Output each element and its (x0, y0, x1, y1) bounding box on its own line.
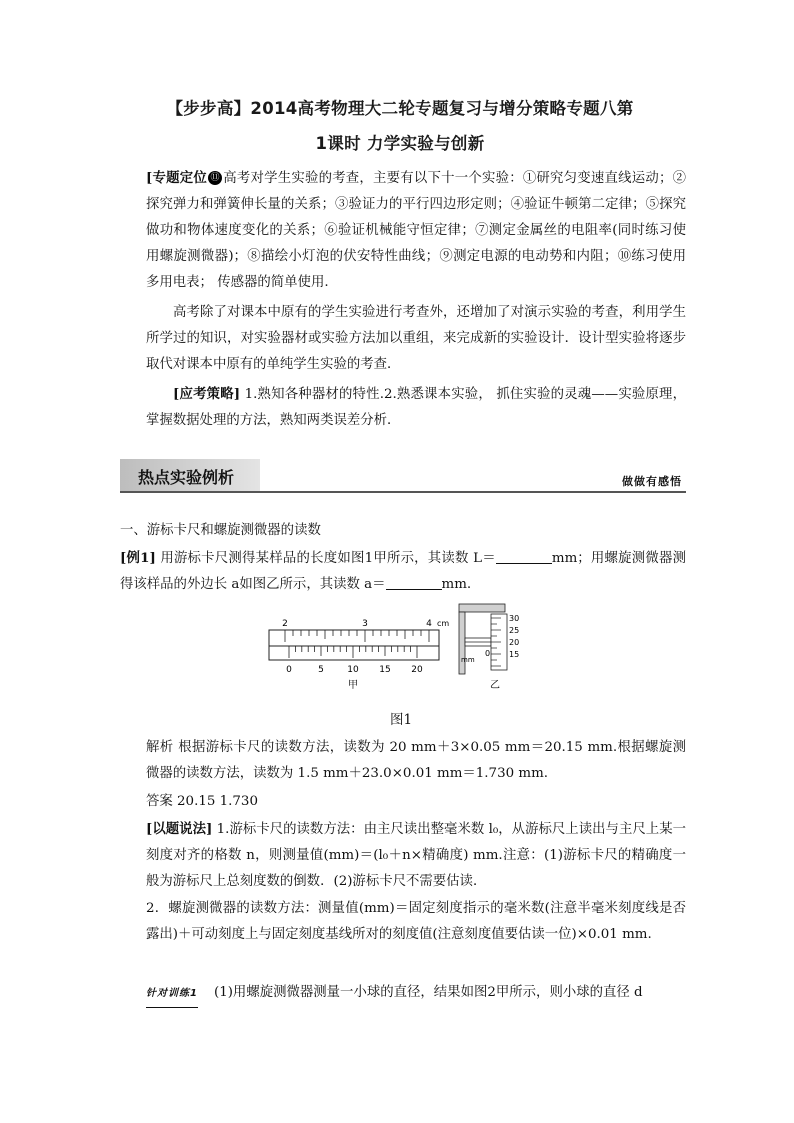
strategy-paragraph (146, 381, 686, 434)
answer-paragraph (146, 789, 686, 815)
positioning-tag: [专题定位 (146, 170, 208, 186)
section-heading: 一、游标卡尺和螺旋测微器的读数 (120, 523, 321, 538)
micro-tick-15: 15 (509, 650, 520, 659)
answer-blank-2 (386, 575, 442, 590)
example1-paragraph (120, 545, 686, 598)
example1-tag: [例1] (120, 550, 156, 566)
doc-title-line2: 1课时 力学实验与创新 (315, 134, 485, 153)
practice-paragraph (146, 980, 686, 1008)
vernier-label-15: 15 (379, 665, 391, 675)
practice-tag: 针对训练1 (146, 981, 198, 1008)
section-banner (120, 459, 686, 493)
main-label-4: 4 (426, 619, 432, 629)
analysis-paragraph (146, 735, 686, 787)
figure-right-name: 乙 (490, 680, 500, 691)
answer-tag: 答案 (146, 794, 173, 809)
analysis-tag: 解析 (146, 740, 174, 755)
micro-zero-label: 0 (485, 649, 491, 658)
figure-caption: 图1 (390, 712, 413, 728)
figure-left-name: 甲 (348, 680, 358, 691)
micro-mm-label: mm (461, 656, 475, 664)
method-text: 1.游标卡尺的读数方法：由主尺读出整毫米数 l₀，从游标尺上读出与主尺上某一刻度对齐的格数 n，则测量值(mm)＝(l₀＋n×精确度) mm.注意：(1)游标卡尺的精确度一般为游标尺上总刻度数的倒数．(2)游标卡尺不需要估读． (146, 822, 687, 889)
example1-text-b: mm；用螺旋测微器测得该样品的外边长 a如图乙所示，其读数 a＝ (120, 551, 686, 592)
micro-tick-30: 30 (509, 614, 520, 623)
method-tag: [以题说法] (146, 821, 213, 837)
vernier-label-10: 10 (347, 665, 359, 675)
answer-text: 20.15 1.730 (172, 794, 258, 809)
practice-text: (1)用螺旋测微器测量一小球的直径，结果如图2甲所示，则小球的直径 d (213, 985, 643, 1000)
banner-subtitle: 做做有感悟 (622, 475, 682, 488)
method2-paragraph: 2．螺旋测微器的读数方法：测量值(mm)＝固定刻度指示的毫米数(注意半毫米刻度线是否露出)＋可动刻度上与固定刻度基线所对的刻度值(注意刻度值要估读一位)×0.01 mm. (146, 901, 686, 942)
positioning-icon: ⑪ (208, 171, 222, 185)
main-label-2: 2 (282, 619, 288, 629)
positioning-paragraph (146, 165, 686, 296)
strategy-text: 1.熟知各种器材的特性.2.熟悉课本实验， 抓住实验的灵魂——实验原理，掌握数据处理的方法，熟知两类误差分析． (146, 387, 687, 428)
analysis-text: 根据游标卡尺的读数方法，读数为 20 mm＋3×0.05 mm＝20.15 mm.根据螺旋测微器的读数方法，读数为 1.5 mm＋23.0×0.01 mm＝1.730 mm. (146, 740, 687, 781)
micro-tick-25: 25 (509, 626, 520, 635)
banner-title: 热点实验例析 (138, 468, 235, 487)
figure-1-drawing (265, 600, 545, 700)
example1-text-c: mm. (441, 577, 472, 592)
method-paragraph (146, 816, 686, 895)
answer-blank-1 (496, 549, 552, 564)
doc-title-line1: 【步步高】2014高考物理大二轮专题复习与增分策略专题八第 (166, 99, 634, 118)
example1-text-a: 用游标卡尺测得某样品的长度如图1甲所示，其读数 L＝ (155, 551, 496, 566)
vernier-scale-bar (269, 646, 439, 660)
positioning-text: 高考对学生实验的考查，主要有以下十一个实验：①研究匀变速直线运动；②探究弹力和弹簧伸长量的关系；③验证力的平行四边形定则；④验证牛顿第二定律；⑤探究做功和物体速度变化的关系；⑥验证机械能守恒定律；⑦测定金属丝的电阻率(同时练习使用螺旋测微器)；⑧描绘小灯泡的伏安特性曲线；⑨测定电源的电动势和内阻；⑩练习使用多用电表； 传感器的简单使用. (146, 171, 686, 290)
vernier-label-5: 5 (318, 665, 324, 675)
micro-tick-20: 20 (509, 638, 520, 647)
exam-paragraph: 高考除了对课本中原有的学生实验进行考查外，还增加了对演示实验的考查，利用学生所学过的知识，对实验器材或实验方法加以重组，来完成新的实验设计．设计型实验将逐步取代对课本中原有的单纯学生实验的考查． (146, 305, 686, 372)
figure-1 (265, 600, 545, 700)
strategy-tag: [应考策略] (173, 386, 241, 402)
vernier-label-20: 20 (411, 665, 423, 675)
main-scale-bar (269, 630, 439, 646)
main-label-3: 3 (362, 619, 368, 629)
main-unit: cm (437, 619, 450, 628)
vernier-label-0: 0 (286, 665, 292, 675)
